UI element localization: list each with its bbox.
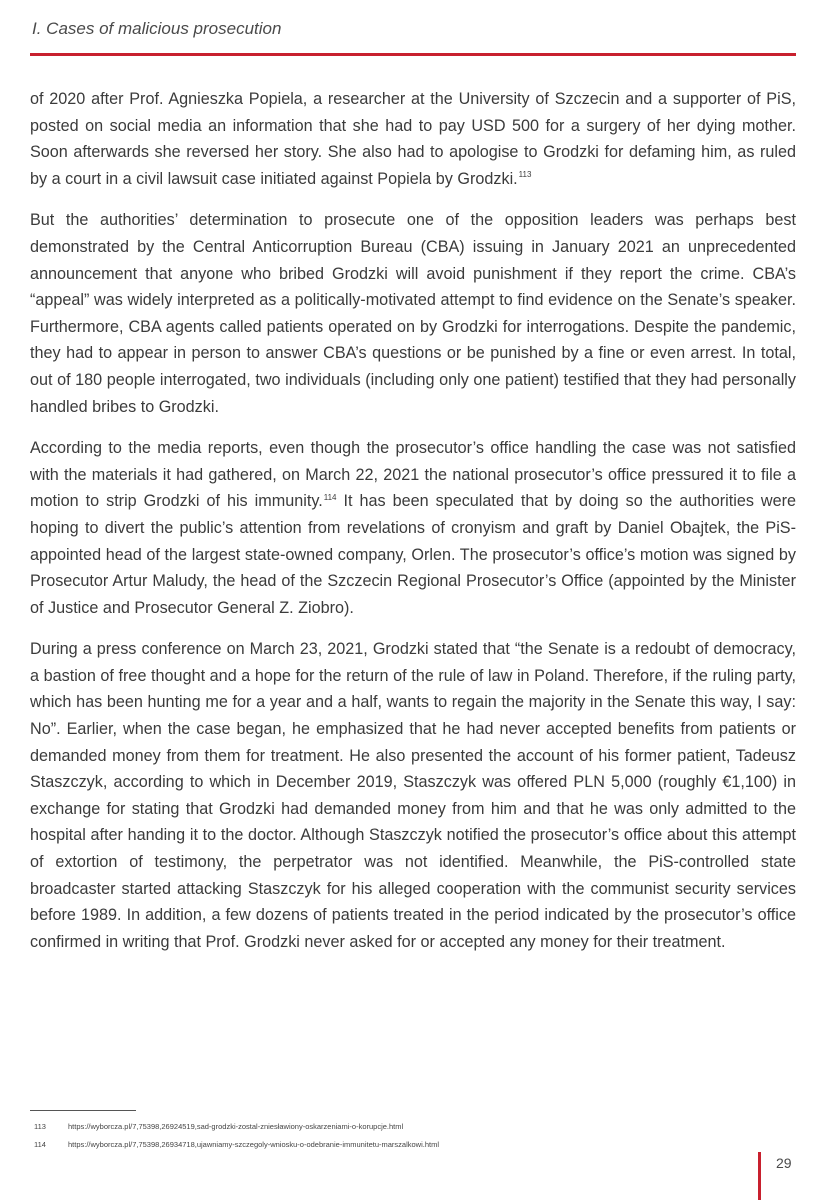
- footnote-divider: [30, 1110, 136, 1111]
- footnote-number: 114: [34, 1140, 46, 1149]
- running-header-title: I. Cases of malicious prosecution: [32, 19, 282, 38]
- page-number: 29: [776, 1155, 792, 1171]
- footnote-113: [30, 1118, 796, 1136]
- page-number-bar: [758, 1152, 761, 1200]
- paragraph-4: During a press conference on March 23, 2021, Grodzki stated that “the Senate is a redoubt of democracy, a bastion of free thought and a hope for the return of the rule of law in Poland. Therefore, if the ruling party, which has been hunting me for a year and a half, wants to regain the majority in the Senate this way, I say: No”. Earlier, when the case began, he emphasized that he had never accepted benefits from patients or demanded money from them for treatment. He also presented the account of his former patient, Tadeusz Staszczyk, according to which in December 2019, Staszczyk was offered PLN 5,000 (roughly €1,100) in exchange for stating that Grodzki had demanded money from him and that he was only admitted to the hospital after handing it to the doctor. Although Staszczyk notified the prosecutor’s office about this attempt of extortion of testimony, the perpetrator was not identified. Meanwhile, the PiS-controlled state broadcaster started attacking Staszczyk for his alleged cooperation with the communist security services before 1989. In addition, a few dozens of patients treated in the period indicated by the prosecutor’s office confirmed in writing that Prof. Grodzki never asked for or accepted any money for their treatment.: [30, 640, 796, 951]
- body-text: [30, 86, 796, 970]
- footnote-number: 113: [34, 1122, 46, 1131]
- footnote-ref-113[interactable]: 113: [518, 170, 532, 180]
- footnote-link[interactable]: https://wyborcza.pl/7,75398,26934718,ujawniamy-szczegoly-wniosku-o-odebranie-immunitetu-marszalkowi.html: [68, 1140, 440, 1149]
- header-divider: [30, 53, 796, 56]
- footnotes: [30, 1118, 796, 1154]
- footnote-ref-114[interactable]: 114: [323, 492, 337, 502]
- footnote-link[interactable]: https://wyborcza.pl/7,75398,26924519,sad-grodzki-zostal-zniesławiony-oskarzeniami-o-korupcje.html: [68, 1122, 404, 1131]
- paragraph-3: According to the media reports, even though the prosecutor’s office handling the case was not satisfied with the materials it had gathered, on March 22, 2021 the national prosecutor’s office pressured it to file a motion to strip Grodzki of his immunity.$^{114}$ It has been speculated that by doing so the authorities were hoping to divert the public’s attention from revelations of cronyism and graft by Daniel Obajtek, the PiS-appointed head of the largest state-owned company, Orlen. The prosecutor’s office’s motion was signed by Prosecutor Artur Maludy, the head of the Szczecin Regional Prosecutor’s Office (appointed by the Minister of Justice and Prosecutor General Z. Ziobro).: [30, 439, 797, 617]
- footnote-114: [30, 1136, 796, 1154]
- paragraph-1: of 2020 after Prof. Agnieszka Popiela, a researcher at the University of Szczecin and a supporter of PiS, posted on social media an information that she had to pay USD 500 for a surgery of her dying mother. Soon afterwards she reversed her story. She also had to apologise to Grodzki for defaming him, as ruled by a court in a civil lawsuit case initiated against Popiela by Grodzki.$^{113}$: [30, 90, 796, 188]
- paragraph-2: But the authorities’ determination to prosecute one of the opposition leaders was perhaps best demonstrated by the Central Anticorruption Bureau (CBA) issuing in January 2021 an unprecedented announcement that anyone who bribed Grodzki will avoid punishment if they report the crime. CBA’s “appeal” was widely interpreted as a politically-motivated attempt to find evidence on the Senate’s speaker. Furthermore, CBA agents called patients operated on by Grodzki for interrogations. Despite the pandemic, they had to appear in person to answer CBA’s questions or be punished by a fine or even arrest. In total, out of 180 people interrogated, two individuals (including only one patient) testified that they had personally handled bribes to Grodzki.: [30, 211, 796, 416]
